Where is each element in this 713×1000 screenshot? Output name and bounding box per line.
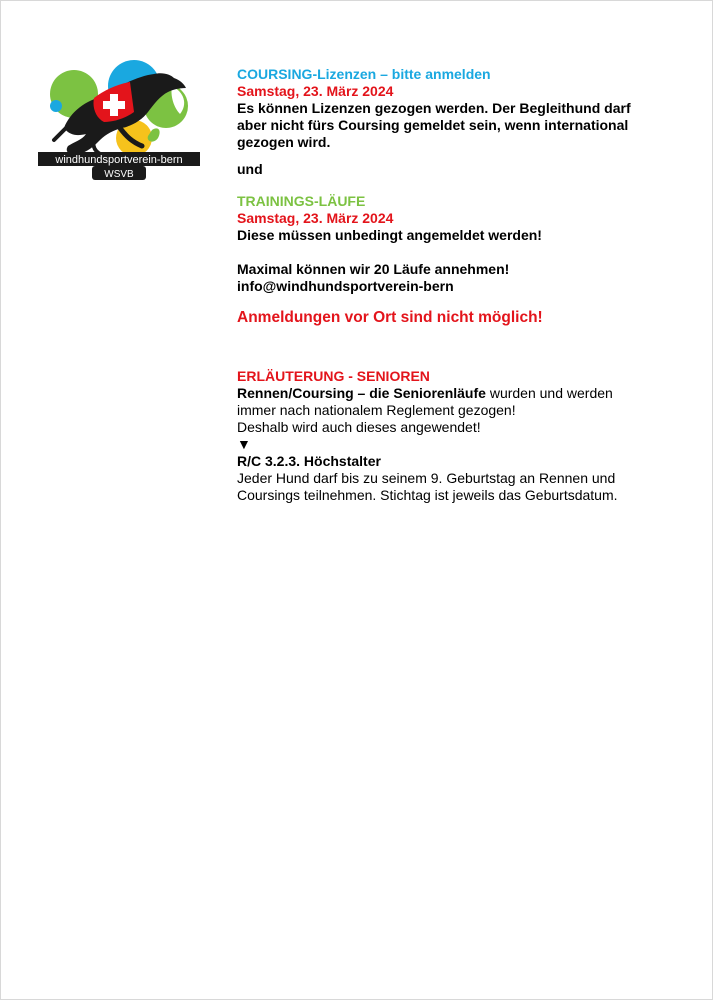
seniors-bold-part: Rennen/Coursing – die Seniorenläufe — [237, 385, 486, 401]
training-email: info@windhundsportverein-bern — [237, 278, 454, 294]
training-warning: Anmeldungen vor Ort sind nicht möglich! — [237, 309, 543, 326]
coursing-line-3: gezogen wird. — [237, 134, 331, 150]
seniors-line-3: Deshalb wird auch dieses angewendet! — [237, 419, 481, 435]
seniors-rest-part: wurden und werden — [485, 385, 613, 401]
training-date: Samstag, 23. März 2024 — [237, 210, 394, 226]
rule-line-1: Jeder Hund darf bis zu seinem 9. Geburtstag an Rennen und — [237, 470, 616, 486]
logo-abbr-text: WSVB — [104, 169, 134, 180]
seniors-line-1 — [237, 385, 677, 402]
logo-name-text: windhundsportverein-bern — [55, 154, 183, 166]
training-line: Diese müssen unbedingt angemeldet werden! — [237, 227, 542, 243]
seniors-line-2: immer nach nationalem Reglement gezogen! — [237, 402, 516, 418]
seniors-heading: ERLÄUTERUNG - SENIOREN — [237, 368, 430, 384]
coursing-date: Samstag, 23. März 2024 — [237, 83, 394, 99]
training-heading: TRAININGS-LÄUFE — [237, 193, 366, 209]
training-max-line: Maximal können wir 20 Läufe annehmen! — [237, 261, 510, 277]
rule-line-2: Coursings teilnehmen. Stichtag ist jeweils das Geburtsdatum. — [237, 487, 618, 503]
und-text: und — [237, 161, 263, 177]
rule-title: R/C 3.2.3. Höchstalter — [237, 453, 381, 469]
wsvb-logo — [34, 56, 204, 188]
coursing-heading: COURSING-Lizenzen – bitte anmelden — [237, 66, 491, 82]
coursing-line-2: aber nicht fürs Coursing gemeldet sein, wenn international — [237, 117, 629, 133]
greyhound-logo-icon — [34, 56, 204, 188]
coursing-line-1: Es können Lizenzen gezogen werden. Der Begleithund darf — [237, 100, 631, 116]
document-body — [237, 66, 677, 504]
arrow-down-icon: ▼ — [237, 436, 251, 452]
